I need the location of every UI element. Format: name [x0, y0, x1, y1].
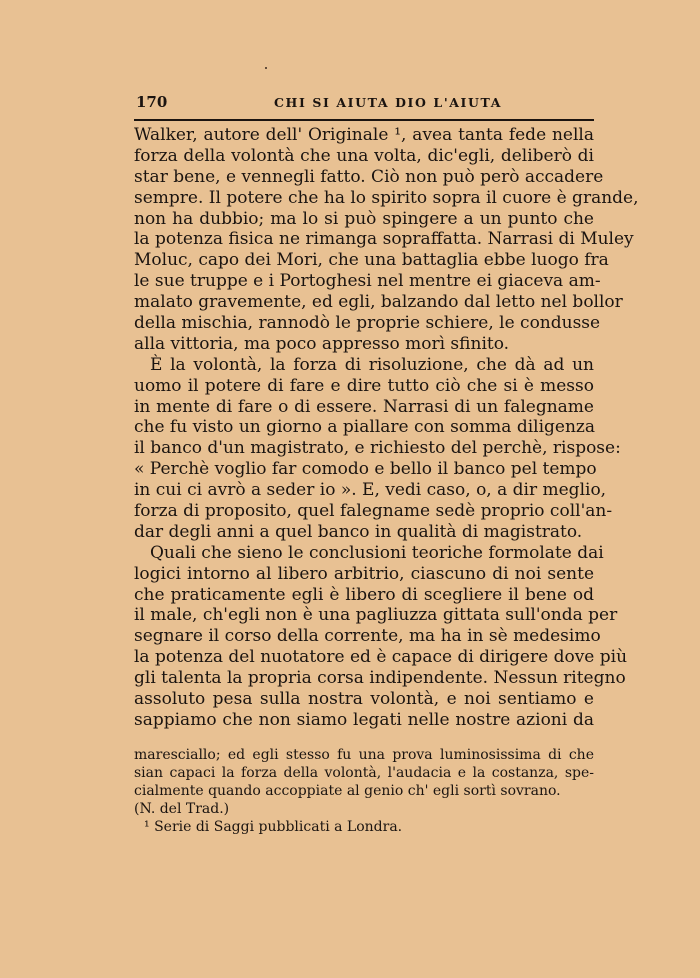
text-line: le sue truppe e i Portoghesi nel mentre ei giaceva am-: [134, 271, 601, 292]
text-line: Walker, autore dell' Originale ¹, avea tanta fede nella: [134, 125, 594, 145]
running-head: [136, 93, 592, 115]
text-line: forza di proposito, quel falegname sedè proprio coll'an-: [134, 501, 613, 522]
text-line: che praticamente egli è libero di scegliere il bene od: [134, 584, 594, 605]
text-line: È la volontà, la forza di risoluzione, che dà ad un: [150, 354, 594, 375]
text-line: logici intorno al libero arbitrio, ciascuno di noi sente: [134, 563, 594, 584]
text-line: la potenza fisica ne rimanga sopraffatta. Narrasi di Muley: [134, 229, 634, 250]
text-line: che fu visto un giorno a piallare con somma diligenza: [134, 417, 596, 438]
text-line: forza della volontà che una volta, dic'egli, deliberò di: [134, 145, 594, 166]
text-line: dar degli anni a quel banco in qualità di magistrato.: [134, 521, 583, 542]
text-line: « Perchè voglio far comodo e bello il banco pel tempo: [134, 459, 597, 480]
note-line: maresciallo; ed egli stesso fu una prova luminosissima di che: [134, 747, 594, 763]
text-line: non ha dubbio; ma lo si può spingere a un punto che: [134, 208, 594, 229]
text-line: in cui ci avrò a seder io ». E, vedi caso, o, a dir meglio,: [134, 480, 607, 501]
text-line: della mischia, rannodò le proprie schiere, le condusse: [134, 313, 601, 334]
text-line: Quali che sieno le conclusioni teoriche formolate dai: [150, 542, 604, 563]
text-line: assoluto pesa sulla nostra volontà, e noi sentiamo e: [134, 689, 594, 710]
footnote: ¹ Serie di Saggi pubblicati a Londra.: [144, 819, 403, 835]
note-line: (N. del Trad.): [134, 801, 230, 817]
text-line: il male, ch'egli non è una pagliuzza gittata sull'onda per: [134, 605, 618, 626]
page-number: 170: [136, 93, 168, 111]
text-line: sempre. Il potere che ha lo spirito sopra il cuore è grande,: [134, 187, 639, 208]
text-line: in mente di fare o di essere. Narrasi di un falegname: [134, 396, 594, 417]
text-line: Moluc, capo dei Mori, che una battaglia ebbe luogo fra: [134, 250, 609, 271]
running-title: CHI SI AIUTA DIO L'AIUTA: [274, 95, 503, 110]
note-line: cialmente quando accoppiate al genio ch' egli sortì sovrano.: [134, 783, 561, 799]
header-rule: [134, 119, 594, 121]
text-line: sappiamo che non siamo legati nelle nostre azioni da: [134, 709, 594, 730]
note-line: sian capaci la forza della volontà, l'audacia e la costanza, spe-: [134, 765, 594, 781]
text-line: il banco d'un magistrato, e richiesto del perchè, rispose:: [134, 438, 621, 459]
translator-note: [134, 746, 594, 818]
body-text: [134, 125, 639, 731]
text-line: segnare il corso della corrente, ma ha in sè medesimo: [134, 626, 601, 647]
text-line: uomo il potere di fare e dire tutto ciò che si è messo: [134, 375, 594, 396]
text-line: la potenza del nuotatore ed è capace di dirigere dove più: [134, 647, 628, 668]
text-line: alla vittoria, ma poco appresso morì sfinito.: [134, 333, 510, 354]
text-line: star bene, e vennegli fatto. Ciò non può però accadere: [134, 166, 604, 187]
ink-speck: [265, 67, 267, 69]
text-line: malato gravemente, ed egli, balzando dal letto nel bollor: [134, 292, 623, 313]
text-line: gli talenta la propria corsa indipendente. Nessun ritegno: [134, 668, 626, 689]
